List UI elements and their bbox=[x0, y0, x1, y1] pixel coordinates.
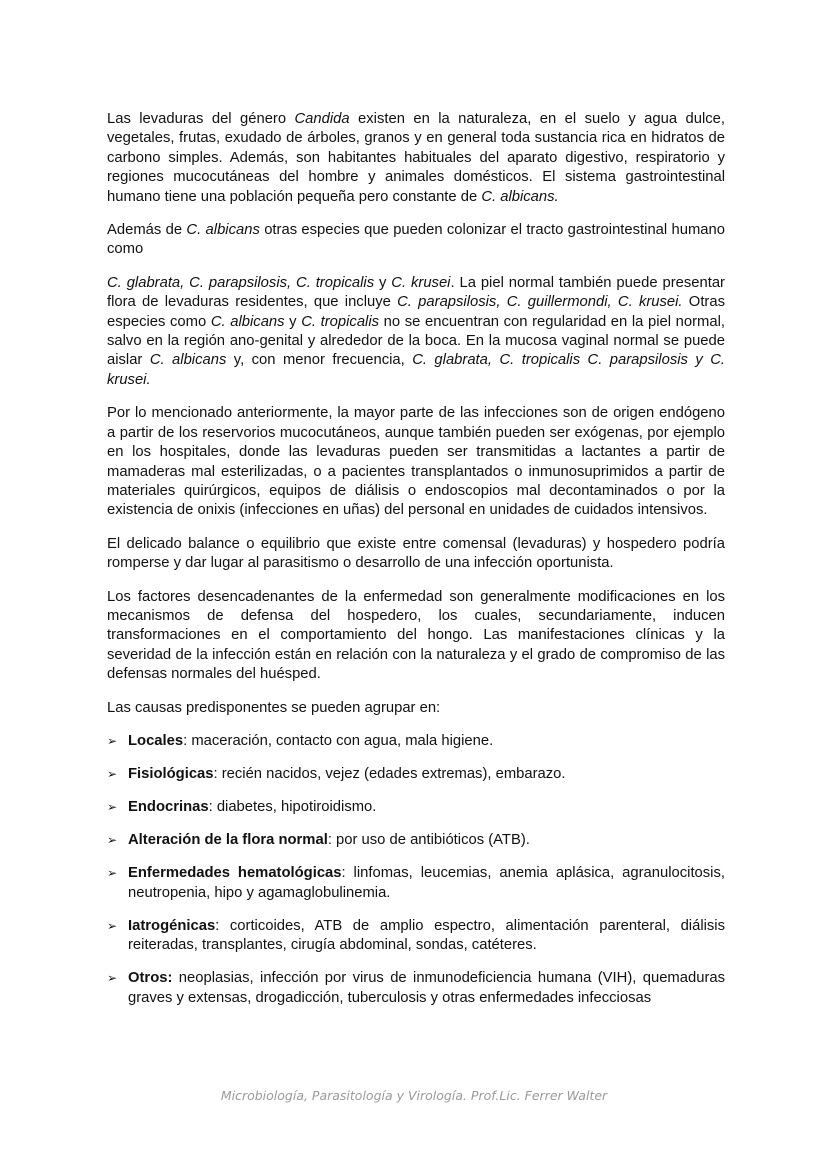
italic-species-name: C. parapsilosis, C. guillermondi, C. krusei. bbox=[397, 294, 683, 311]
arrow-bullet-icon: ➢ bbox=[107, 866, 118, 881]
list-item bbox=[107, 798, 725, 817]
paragraph bbox=[107, 221, 725, 260]
arrow-bullet-icon: ➢ bbox=[107, 971, 118, 986]
list-item-term: Otros: bbox=[128, 970, 173, 987]
list-item-text: neoplasias, infección por virus de inmunodeficiencia humana (VIH), quemaduras graves y extensas, drogadicción, tuberculosis y otras enfermedades infecciosas bbox=[128, 970, 725, 1006]
paragraph bbox=[107, 404, 725, 520]
list-item-term: Fisiológicas bbox=[128, 766, 214, 783]
list-item bbox=[107, 864, 725, 903]
arrow-bullet-icon: ➢ bbox=[107, 833, 118, 848]
list-item-text: : diabetes, hipotiroidismo. bbox=[208, 799, 377, 816]
text-run: y bbox=[284, 313, 302, 330]
arrow-bullet-icon: ➢ bbox=[107, 733, 118, 748]
text-run: otras especies que pueden colonizar el tracto gastrointestinal humano como bbox=[107, 222, 725, 258]
paragraph bbox=[107, 535, 725, 574]
text-run: Las causas predisponentes se pueden agrupar en: bbox=[107, 699, 441, 716]
italic-species-name: C. tropicalis bbox=[301, 313, 380, 330]
italic-species-name: C. glabrata, C. tropicalis C. parapsilosis y C. krusei. bbox=[107, 352, 725, 388]
list-item-term: Alteración de la flora normal bbox=[128, 832, 328, 849]
arrow-bullet-icon: ➢ bbox=[107, 918, 118, 933]
italic-species-name: C. albicans. bbox=[481, 188, 559, 205]
list-item-term: Endocrinas bbox=[128, 799, 209, 816]
text-run: Las levaduras del género bbox=[107, 111, 295, 127]
text-run: El delicado balance o equilibrio que existe entre comensal (levaduras) y hospedero podría romperse y dar lugar al parasitismo o desarrollo de una infección oportunista. bbox=[107, 535, 725, 572]
arrow-bullet-icon: ➢ bbox=[107, 767, 118, 782]
list-item-text: : maceración, contacto con agua, mala higiene. bbox=[183, 732, 494, 749]
text-run: no se encuentran con regularidad en la piel normal, salvo en la región ano-genital y alrededor de la boca. En la mucosa vaginal normal se puede aislar bbox=[107, 313, 726, 369]
text-run: Además de bbox=[107, 222, 187, 239]
text-run: y bbox=[374, 274, 392, 291]
list-item bbox=[107, 765, 725, 784]
italic-species-name: C. albicans bbox=[186, 222, 260, 239]
italic-species-name: C. glabrata, C. parapsilosis, C. tropicalis bbox=[107, 274, 375, 291]
list-item-term: Iatrogénicas bbox=[128, 917, 216, 934]
italic-species-name: C. albicans bbox=[210, 313, 285, 330]
italic-species-name: C. krusei bbox=[391, 274, 451, 291]
paragraph bbox=[107, 699, 725, 718]
text-run: existen en la naturaleza, en el suelo y agua dulce, vegetales, frutas, exudado de árboles, granos y en general toda sustancia rica en hidratos de carbono simples. Además, son habitantes habituales del aparato digestivo, respiratorio y regiones mucocutáneas del hombre y animales domésticos. El sistema gastrointestinal humano tiene una población pequeña pero constante de bbox=[107, 111, 725, 205]
list-item-text: : linfomas, leucemias, anemia aplásica, agranulocitosis, neutropenia, hipo y agamaglobulinemia. bbox=[128, 865, 725, 901]
list-item-term: Enfermedades hematológicas bbox=[128, 865, 342, 882]
text-run: Por lo mencionado anteriormente, la mayor parte de las infecciones son de origen endógeno a partir de los reservorios mucocutáneos, aunque también pueden ser exógenas, por ejemplo en los hospitales, donde las levaduras pueden ser transmitidas a lactantes a partir de mamaderas mal esterilizadas, o a pacientes transplantados o inmunosuprimidos a partir de materiales quirúrgicos, equipos de diálisis o endoscopios mal decontaminados o por la existencia de onixis (infecciones en uñas) del personal en unidades de cuidados intensivos. bbox=[107, 405, 725, 519]
page-footer: Microbiología, Parasitología y Virología. Prof.Lic. Ferrer Walter bbox=[220, 1088, 608, 1103]
list-item-text: : corticoides, ATB de amplio espectro, alimentación parenteral, diálisis reiteradas, transplantes, cirugía abdominal, sondas, catéteres. bbox=[128, 917, 725, 954]
arrow-bullet-icon: ➢ bbox=[107, 800, 118, 815]
text-run: Otras especies como bbox=[107, 294, 725, 330]
text-run: Los factores desencadenantes de la enfermedad son generalmente modificaciones en los mecanismos de defensa del hospedero, los cuales, secundariamente, inducen transformaciones en el comportamiento del hongo. Las manifestaciones clínicas y la severidad de la infección están en relación con la naturaleza y el grado de compromiso de las defensas normales del huésped. bbox=[107, 588, 725, 683]
paragraph bbox=[107, 110, 725, 207]
list-item-term: Locales bbox=[128, 732, 184, 749]
predisposing-causes-list bbox=[107, 732, 725, 1008]
list-item bbox=[107, 831, 725, 850]
paragraph-block bbox=[107, 110, 725, 718]
italic-species-name: C. albicans bbox=[149, 352, 227, 369]
paragraph bbox=[107, 274, 725, 390]
list-item-text: : por uso de antibióticos (ATB). bbox=[327, 832, 530, 849]
document-body bbox=[107, 110, 725, 1022]
italic-species-name: Candida bbox=[294, 111, 350, 127]
list-item-text: : recién nacidos, vejez (edades extremas), embarazo. bbox=[213, 766, 566, 783]
text-run: . La piel normal también puede presentar flora de levaduras residentes, que incluye bbox=[107, 274, 725, 311]
list-item bbox=[107, 917, 725, 956]
list-item bbox=[107, 969, 725, 1008]
paragraph bbox=[107, 588, 725, 685]
list-item bbox=[107, 732, 725, 751]
text-run: y, con menor frecuencia, bbox=[226, 352, 413, 369]
